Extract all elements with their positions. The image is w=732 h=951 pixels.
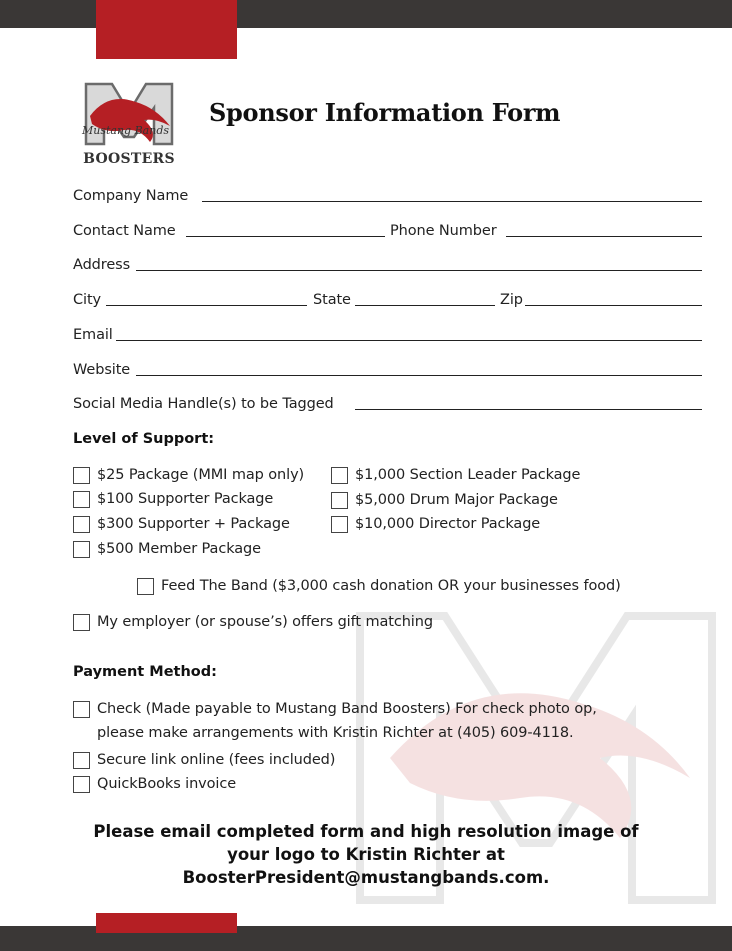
checkbox[interactable]: [73, 776, 90, 793]
option-label: $25 Package (MMI map only): [97, 467, 305, 483]
option-label: $1,000 Section Leader Package: [355, 467, 581, 483]
company-name-label: Company Name: [73, 188, 189, 204]
contact-name-field[interactable]: [186, 236, 385, 237]
checkbox[interactable]: [73, 467, 90, 484]
zip-label: Zip: [500, 292, 523, 308]
checkbox[interactable]: [331, 516, 348, 533]
top-red-accent: [96, 0, 237, 59]
city-label: City: [73, 292, 102, 308]
email-instructions: [60, 820, 672, 889]
checkbox[interactable]: [73, 516, 90, 533]
state-field[interactable]: [355, 305, 495, 306]
address-label: Address: [73, 257, 131, 273]
address-field[interactable]: [136, 270, 702, 271]
check-note-line2: please make arrangements with Kristin Richter at (405) 609-4118.: [97, 725, 574, 741]
support-option-300[interactable]: [73, 514, 290, 534]
option-label: QuickBooks invoice: [97, 776, 237, 792]
social-media-field[interactable]: [355, 409, 702, 410]
email-field[interactable]: [116, 340, 702, 341]
boosters-logo: [78, 82, 180, 166]
zip-field[interactable]: [525, 305, 702, 306]
logo-boosters-text: BOOSTERS: [83, 151, 175, 166]
website-label: Website: [73, 362, 131, 378]
payment-check-option[interactable]: [73, 699, 597, 719]
social-media-label: Social Media Handle(s) to be Tagged: [73, 396, 334, 412]
contact-name-label: Contact Name: [73, 223, 176, 239]
checkbox[interactable]: [73, 491, 90, 508]
option-label: $300 Supporter + Package: [97, 516, 290, 532]
feed-the-band-option[interactable]: [137, 576, 621, 596]
support-option-100[interactable]: [73, 489, 273, 509]
option-label: Feed The Band ($3,000 cash donation OR your businesses food): [161, 578, 621, 594]
page-title: Sponsor Information Form: [209, 98, 561, 127]
option-label: Secure link online (fees included): [97, 752, 336, 768]
instructions-line-1: Please email completed form and high resolution image of: [93, 822, 639, 841]
option-label: Check (Made payable to Mustang Band Boosters) For check photo op,: [97, 701, 597, 717]
checkbox[interactable]: [73, 541, 90, 558]
phone-number-field[interactable]: [506, 236, 702, 237]
checkbox[interactable]: [73, 614, 90, 631]
gift-matching-option[interactable]: [73, 612, 433, 632]
website-field[interactable]: [136, 375, 702, 376]
checkbox[interactable]: [73, 752, 90, 769]
logo-script-text: Mustang Bands: [82, 124, 170, 137]
option-label: $100 Supporter Package: [97, 491, 274, 507]
instructions-line-2: your logo to Kristin Richter at: [227, 845, 505, 864]
checkbox[interactable]: [73, 701, 90, 718]
support-option-1000[interactable]: [331, 465, 580, 485]
checkbox[interactable]: [331, 492, 348, 509]
bottom-red-accent: [96, 913, 237, 933]
checkbox[interactable]: [331, 467, 348, 484]
level-of-support-heading: Level of Support:: [73, 431, 215, 447]
option-label: My employer (or spouse’s) offers gift matching: [97, 614, 433, 630]
option-label: $5,000 Drum Major Package: [355, 492, 558, 508]
checkbox[interactable]: [137, 578, 154, 595]
support-option-5000[interactable]: [331, 490, 558, 510]
city-field[interactable]: [106, 305, 307, 306]
phone-number-label: Phone Number: [390, 223, 497, 239]
state-label: State: [313, 292, 351, 308]
option-label: $10,000 Director Package: [355, 516, 541, 532]
email-label: Email: [73, 327, 113, 343]
option-label: $500 Member Package: [97, 541, 261, 557]
payment-quickbooks-option[interactable]: [73, 774, 236, 794]
payment-method-heading: Payment Method:: [73, 664, 217, 680]
instructions-email[interactable]: BoosterPresident@mustangbands.com.: [182, 868, 550, 887]
support-option-10000[interactable]: [331, 514, 540, 534]
support-option-500[interactable]: [73, 539, 261, 559]
payment-secure-link-option[interactable]: [73, 750, 335, 770]
support-option-25[interactable]: [73, 465, 304, 485]
company-name-field[interactable]: [202, 201, 702, 202]
